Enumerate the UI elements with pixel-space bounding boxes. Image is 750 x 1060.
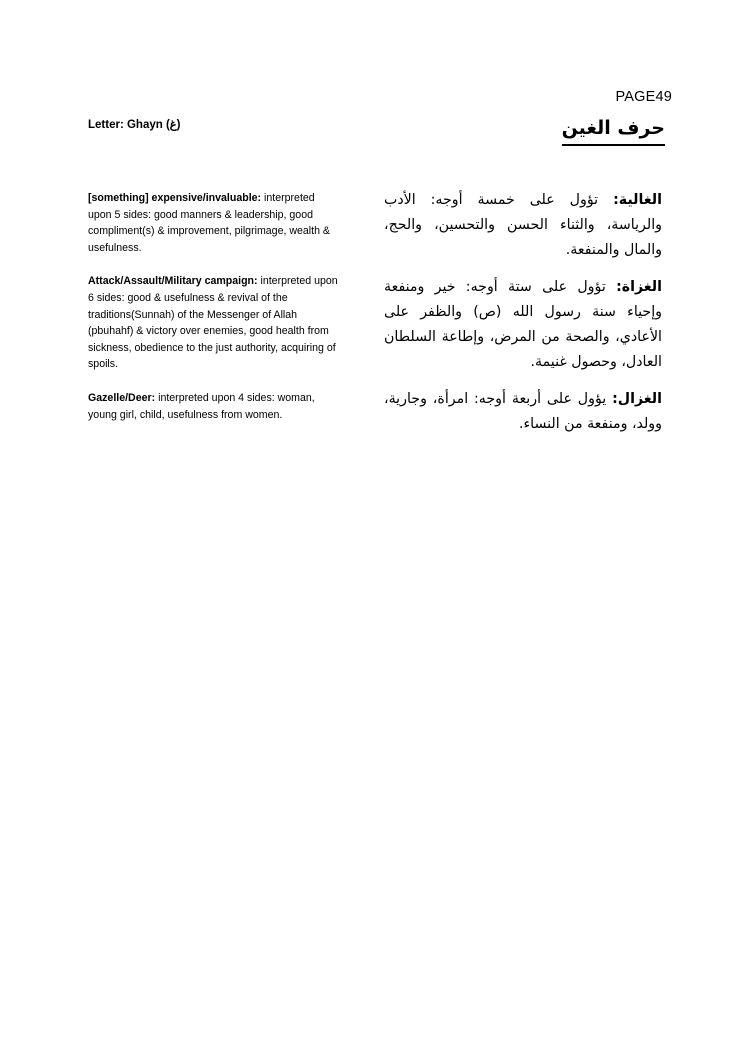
arabic-entry <box>384 387 662 437</box>
letter-heading-latin: Letter: Ghayn (غ) <box>88 119 181 131</box>
arabic-entry-term: الغزال: <box>612 391 662 407</box>
arabic-entry <box>384 275 662 375</box>
english-entry-body: interpreted upon 6 sides: good & usefulness & revival of the traditions(Sunnah) of the Messenger of Allah (pbuhahf) & victory over enemies, good health from sickness, obedience to the just authority, acquiring of spoils. <box>88 275 338 371</box>
letter-heading-arabic <box>0 114 665 146</box>
english-entry <box>88 390 340 423</box>
arabic-entry-body: يؤول على أربعة أوجه: امرأة، وجارية، وولد، ومنفعة من النساء. <box>384 391 662 432</box>
english-entry <box>88 190 340 256</box>
english-entry <box>88 273 340 373</box>
english-entry-body: interpreted upon 4 sides: woman, young girl, child, usefulness from women. <box>88 391 315 421</box>
english-column <box>88 190 340 423</box>
english-entry-body: interpreted upon 5 sides: good manners & leadership, good compliment(s) & improvement, pilgrimage, wealth & usefulness. <box>88 192 330 254</box>
page-number: PAGE49 <box>615 89 672 105</box>
english-entry-term: Gazelle/Deer: <box>88 391 156 404</box>
arabic-entry <box>384 188 662 263</box>
letter-heading-arabic-text: حرف الغين <box>562 114 665 146</box>
arabic-entry-term: الغزاة: <box>616 279 662 295</box>
arabic-entry-term: الغالية: <box>613 192 662 208</box>
english-entry-term: Attack/Assault/Military campaign: <box>88 275 258 288</box>
arabic-entry-body: تؤول على ستة أوجه: خير ومنفعة وإحياء سنة رسول الله (ص) والظفر على الأعادي، والصحة من المرض، وإطاعة السلطان العادل، وحصول غنيمة. <box>384 279 662 370</box>
english-entry-term: [something] expensive/invaluable: <box>88 192 262 204</box>
arabic-entry-body: تؤول على خمسة أوجه: الأدب والرياسة، والثناء الحسن والتحسين، والحج، والمال والمنفعة. <box>384 192 662 258</box>
arabic-column <box>384 188 662 437</box>
